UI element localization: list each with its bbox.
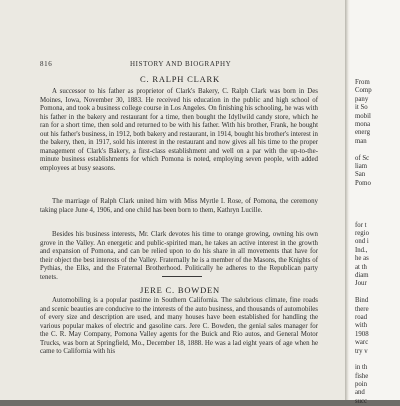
page-number: 816 — [40, 60, 53, 68]
facing-page-line: 1908 — [355, 330, 369, 338]
running-head-title: HISTORY AND BIOGRAPHY — [130, 60, 232, 68]
facing-page-line: pany — [355, 95, 369, 103]
facing-page-line: with — [355, 322, 368, 330]
paragraph: A successor to his father as proprietor of Clark's Bakery, C. Ralph Clark was born in Des Moines, Iowa, November 30, 1883. He received his education in the public and high school of Pomona, and took a business college course in Los Angeles. On finishing his schooling, he was with his father in the bakery and restaurant for a time, then bought the Idyllwild candy store, which he ran for a short time, then sold and returned to be with his father. With his brother, Frank, he bought out his father's business, in 1912, both bakery and restaurant, in 1914, bought his brother's interest in the bakery, then, in 1917, sold his interest in the restaurant and now gives all his time to the proper management of Clark's Bakery, a first-class establishment and well on a par with the up-to-the-minute business establishments for which Pomona is noted, employing seven people, with added employees at busy seasons. — [40, 88, 318, 172]
section-title-bowden: JERE C. BOWDEN — [140, 285, 220, 295]
facing-page-line: succ — [355, 397, 368, 405]
facing-page — [350, 0, 400, 405]
facing-page-line: he as — [355, 255, 369, 263]
facing-page-line: in th — [355, 364, 368, 372]
facing-page-line: road — [355, 313, 368, 321]
facing-page-line: Pomo — [355, 179, 371, 187]
facing-page-blank-line — [355, 205, 400, 213]
section-title-clark: C. RALPH CLARK — [140, 74, 220, 84]
facing-page-line: energ — [355, 129, 370, 137]
facing-page-blank-line — [355, 289, 400, 297]
facing-page-line: mobil — [355, 112, 371, 120]
facing-page-line: fishe — [355, 372, 369, 380]
facing-page-line: mona — [355, 120, 371, 128]
facing-page-text — [355, 79, 400, 406]
section-divider — [162, 276, 202, 277]
paragraph: Besides his business interests, Mr. Clark devotes his time to orange growing, owning his own grove in the Valley. An energetic and public-spirited man, he takes an active interest in the growth and expansion of Pomona, and can be relied upon to do his share in all movements that have for their object the best interests of the Valley. Fraternally he is a member of the Masons, the Knights of Pythias, the Elks, and the Fraternal Brotherhood. Politically he adheres to the Republican party tenets. — [40, 231, 318, 281]
facing-page-line: and — [355, 389, 365, 397]
facing-page-line: it So — [355, 104, 368, 112]
facing-page-line: Jour — [355, 280, 367, 288]
facing-page-line: warc — [355, 339, 369, 347]
facing-page-line: there — [355, 305, 369, 313]
facing-page-line: From — [355, 79, 370, 86]
facing-page-blank-line — [355, 146, 400, 154]
facing-page-line: Comp — [355, 87, 372, 95]
facing-page-line: liam — [355, 162, 368, 170]
facing-page-blank-line — [355, 356, 400, 364]
facing-page-line: man — [355, 137, 367, 145]
facing-page-line: of Sc — [355, 154, 370, 162]
facing-page-line: for t — [355, 221, 367, 229]
facing-page-line: poin — [355, 381, 368, 389]
facing-page-line: Ind., — [355, 246, 368, 254]
facing-page-blank-line — [355, 188, 400, 196]
facing-page-line: Bind — [355, 297, 369, 305]
facing-page-line: diam — [355, 271, 369, 279]
running-head — [40, 60, 310, 72]
facing-page-line: regio — [355, 230, 369, 238]
paragraph: Automobiling is a popular pastime in Southern California. The salubrious climate, fine roads and scenic beauties are conducive to the interests of the auto business, and thousands of automobiles of every size and description are used, and many houses have been established for handling the various popular makes of electric and gasoline cars. Jere C. Bowden, the genial sales manager for the C. R. May Company, Pomona Valley agents for the Buick and Rio autos, and General Motor Trucks, was born at Springfield, Mo., December 18, 1888. He was a lad eight years of age when he came to California with his — [40, 297, 318, 356]
paragraph: The marriage of Ralph Clark united him with Miss Myrtle I. Rose, of Pomona, the ceremony taking place June 4, 1906, and one child has been born to them, Kathryn Lucille. — [40, 198, 318, 214]
facing-page-line: try v — [355, 347, 368, 355]
facing-page-line: ond i — [355, 238, 369, 246]
facing-page-blank-line — [355, 196, 400, 204]
facing-page-line: San — [355, 171, 366, 179]
facing-page-blank-line — [355, 213, 400, 221]
facing-page-line: at th — [355, 263, 367, 271]
